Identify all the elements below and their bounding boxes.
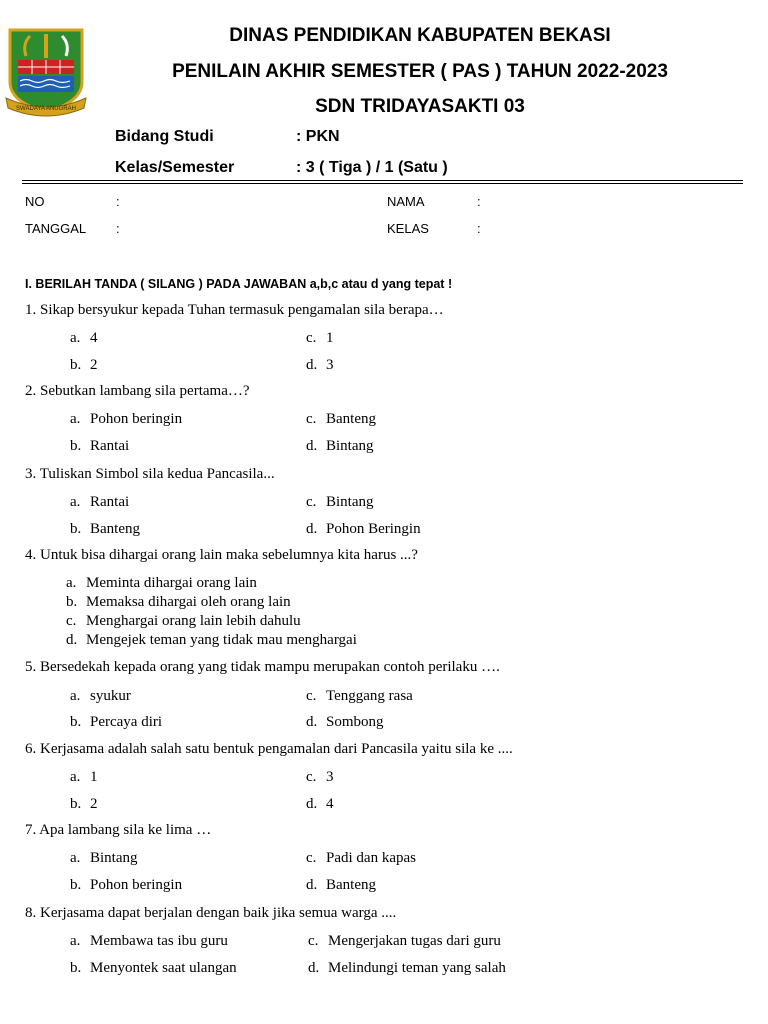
option-5c: c. Tenggang rasa xyxy=(306,688,413,704)
option-8a: a. Membawa tas ibu guru xyxy=(70,933,228,949)
question-7: 7. Apa lambang sila ke lima … xyxy=(25,822,212,838)
emblem-kris xyxy=(44,34,48,58)
option-4a: a. Meminta dihargai orang lain xyxy=(66,575,257,591)
option-4b: b. Memaksa dihargai oleh orang lain xyxy=(66,594,291,610)
no-label: NO xyxy=(25,194,45,209)
name-label: NAMA xyxy=(387,194,425,209)
kelas-colon: : xyxy=(477,221,481,236)
option-7a: a. Bintang xyxy=(70,850,138,866)
option-2c: c. Banteng xyxy=(306,411,376,427)
option-6c: c. 3 xyxy=(306,769,334,785)
option-4d: d. Mengejek teman yang tidak mau menghargai xyxy=(66,632,357,648)
question-5: 5. Bersedekah kepada orang yang tidak mampu merupakan contoh perilaku …. xyxy=(25,659,500,675)
option-3a: a. Rantai xyxy=(70,494,130,510)
option-8c: c. Mengerjakan tugas dari guru xyxy=(308,933,501,949)
option-8b: b. Menyontek saat ulangan xyxy=(70,960,237,976)
option-6d: d. 4 xyxy=(306,796,334,812)
option-1d: d. 3 xyxy=(306,357,334,373)
option-5b: b. Percaya diri xyxy=(70,714,163,730)
option-7b: b. Pohon beringin xyxy=(70,877,183,893)
subject-value: : PKN xyxy=(296,128,340,145)
option-2a: a. Pohon beringin xyxy=(70,411,183,427)
question-6: 6. Kerjasama adalah salah satu bentuk pengamalan dari Pancasila yaitu sila ke .... xyxy=(25,741,513,757)
date-colon: : xyxy=(116,221,120,236)
option-7c: c. Padi dan kapas xyxy=(306,850,416,866)
no-colon: : xyxy=(116,194,120,209)
bekasi-emblem-logo xyxy=(4,26,88,118)
option-4c: c. Menghargai orang lain lebih dahulu xyxy=(66,613,301,629)
option-6b: b. 2 xyxy=(70,796,98,812)
header-agency: DINAS PENDIDIKAN KABUPATEN BEKASI xyxy=(229,25,611,46)
option-2b: b. Rantai xyxy=(70,438,130,454)
header-exam-title: PENILAIN AKHIR SEMESTER ( PAS ) TAHUN 2022-2023 xyxy=(172,61,668,82)
question-1: 1. Sikap bersyukur kepada Tuhan termasuk pengamalan sila berapa… xyxy=(25,302,444,318)
option-5a: a. syukur xyxy=(70,688,131,704)
option-7d: d. Banteng xyxy=(306,877,376,893)
section-instruction: I. BERILAH TANDA ( SILANG ) PADA JAWABAN a,b,c atau d yang tepat ! xyxy=(25,277,453,291)
option-1b: b. 2 xyxy=(70,357,98,373)
question-3: 3. Tuliskan Simbol sila kedua Pancasila... xyxy=(25,466,275,482)
question-4: 4. Untuk bisa dihargai orang lain maka sebelumnya kita harus ...? xyxy=(25,547,418,563)
option-5d: d. Sombong xyxy=(306,714,384,730)
subject-label: Bidang Studi xyxy=(115,128,214,145)
emblem-banner-text: SWADAYA ANUGRAH xyxy=(16,106,76,112)
date-label: TANGGAL xyxy=(25,221,87,236)
option-1c: c. 1 xyxy=(306,330,334,346)
question-2: 2. Sebutkan lambang sila pertama…? xyxy=(25,383,250,399)
header-school-name: SDN TRIDAYASAKTI 03 xyxy=(315,96,525,117)
option-3c: c. Bintang xyxy=(306,494,374,510)
option-3d: d. Pohon Beringin xyxy=(306,521,421,537)
option-6a: a. 1 xyxy=(70,769,98,785)
option-1a: a. 4 xyxy=(70,330,98,346)
question-8: 8. Kerjasama dapat berjalan dengan baik jika semua warga .... xyxy=(25,905,397,921)
kelas-label: KELAS xyxy=(387,221,429,236)
option-2d: d. Bintang xyxy=(306,438,374,454)
class-semester-value: : 3 ( Tiga ) / 1 (Satu ) xyxy=(296,159,448,176)
header-rule-top xyxy=(22,180,743,181)
option-3b: b. Banteng xyxy=(70,521,140,537)
name-colon: : xyxy=(477,194,481,209)
option-8d: d. Melindungi teman yang salah xyxy=(308,960,506,976)
class-semester-label: Kelas/Semester xyxy=(115,159,235,176)
header-rule-bottom xyxy=(22,183,743,184)
